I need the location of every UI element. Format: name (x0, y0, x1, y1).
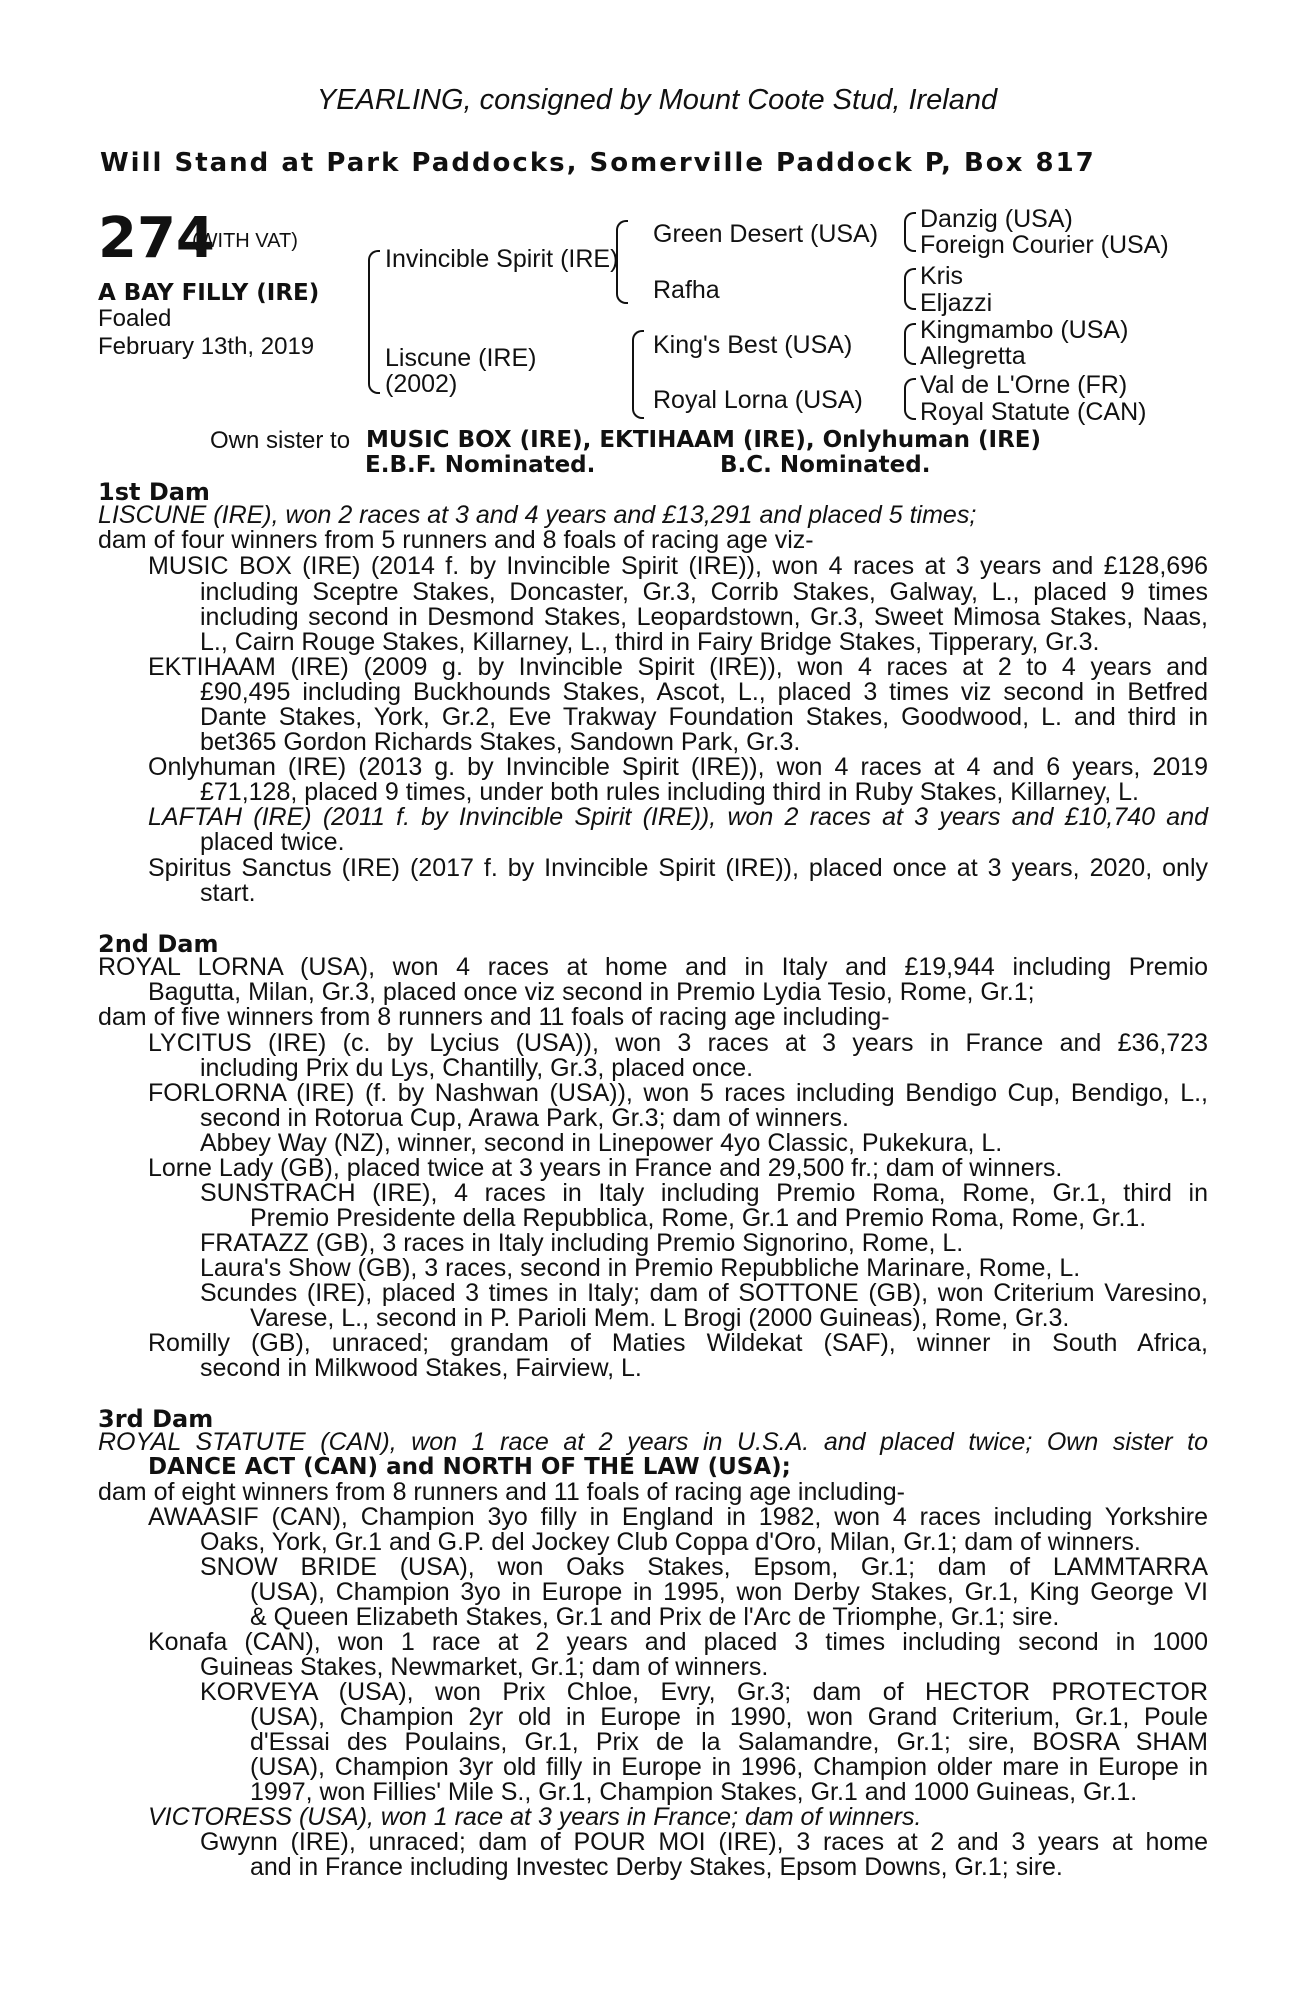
dam3-line: and in France including Investec Derby Stakes, Epsom Downs, Gr.1; sire. (250, 1853, 1063, 1881)
dam1-heading: 1st Dam (98, 478, 210, 506)
lot-name: A BAY FILLY (IRE) (98, 280, 320, 306)
dam2-line: Scundes (IRE), placed 3 times in Italy; dam of SOTTONE (GB), won Criterium Varesino, (200, 1279, 1208, 1307)
sire-sire: Green Desert (USA) (653, 220, 879, 248)
dam2-line: Varese, L., second in P. Parioli Mem. L Brogi (2000 Guineas), Rome, Gr.3. (250, 1304, 1070, 1332)
dam3-heading: 3rd Dam (98, 1405, 214, 1433)
dam3-line: Oaks, York, Gr.1 and G.P. del Jockey Club Coppa d'Oro, Milan, Gr.1; dam of winners. (200, 1528, 1141, 1556)
foaled-date: February 13th, 2019 (98, 333, 315, 360)
dam3-line: ROYAL STATUTE (CAN), won 1 race at 2 years in U.S.A. and placed twice; Own sister to (98, 1428, 1208, 1456)
dam-year: (2002) (385, 370, 458, 398)
dam2-line: Premio Presidente della Repubblica, Rome, Gr.1 and Premio Roma, Rome, Gr.1. (250, 1204, 1147, 1232)
own-sister-names: MUSIC BOX (IRE), EKTIHAAM (IRE), Onlyhuman (IRE) (366, 427, 1042, 453)
dam3-line: & Queen Elizabeth Stakes, Gr.1 and Prix de l'Arc de Triomphe, Gr.1; sire. (250, 1603, 1060, 1631)
sire-dam: Rafha (653, 276, 720, 304)
dam1-line: LISCUNE (IRE), won 2 races at 3 and 4 years and £13,291 and placed 5 times; (98, 501, 977, 529)
ebf-nomination: E.B.F. Nominated. (365, 452, 596, 478)
lot-number: 274 (98, 206, 215, 271)
dam2-line: ROYAL LORNA (USA), won 4 races at home and in Italy and £19,944 including Premio (98, 953, 1208, 981)
dam2-line: FORLORNA (IRE) (f. by Nashwan (USA)), won 5 races including Bendigo Cup, Bendigo, L., (148, 1079, 1208, 1107)
dam3-line: KORVEYA (USA), won Prix Chloe, Evry, Gr.3; dam of HECTOR PROTECTOR (200, 1678, 1208, 1706)
dam2-line: second in Milkwood Stakes, Fairview, L. (200, 1354, 642, 1382)
dam3-line: (USA), Champion 3yo in Europe in 1995, won Derby Stakes, Gr.1, King George VI (250, 1578, 1208, 1606)
dam3-line: Guineas Stakes, Newmarket, Gr.1; dam of winners. (200, 1653, 769, 1681)
dam3-line: (USA), Champion 3yr old filly in Europe in 1996, Champion older mare in Europe in (250, 1753, 1208, 1781)
foaled-label: Foaled (98, 305, 172, 332)
dam2-line: Romilly (GB), unraced; grandam of Maties Wildekat (SAF), winner in South Africa, (148, 1329, 1208, 1357)
dam2-heading: 2nd Dam (98, 930, 219, 958)
dam-sire-sire: Kingmambo (USA) (920, 316, 1129, 344)
dam3-line: Konafa (CAN), won 1 race at 2 years and placed 3 times including second in 1000 (148, 1628, 1208, 1656)
dam3-line: dam of eight winners from 8 runners and 11 foals of racing age including- (98, 1478, 905, 1506)
dam3-line: 1997, won Fillies' Mile S., Gr.1, Champion Stakes, Gr.1 and 1000 Guineas, Gr.1. (250, 1778, 1138, 1806)
dam-dam: Royal Lorna (USA) (653, 386, 863, 414)
dam-dam-sire: Val de L'Orne (FR) (920, 371, 1128, 399)
dam1-line: Spiritus Sanctus (IRE) (2017 f. by Invincible Spirit (IRE)), placed once at 3 years, 2020, only (148, 854, 1208, 882)
dam3-line: DANCE ACT (CAN) and NORTH OF THE LAW (USA); (148, 1454, 791, 1480)
sd-brace (904, 268, 916, 310)
sire-sire-sire: Danzig (USA) (920, 205, 1073, 233)
dam-brace (632, 330, 644, 419)
dam3-line: (USA), Champion 2yr old in Europe in 1990, won Grand Criterium, Gr.1, Poule (250, 1703, 1208, 1731)
dam: Liscune (IRE) (385, 344, 537, 372)
sire-dam-dam: Eljazzi (920, 289, 993, 317)
dam3-line: d'Essai des Poulains, Gr.1, Prix de la Salamandre, Gr.1; sire, BOSRA SHAM (250, 1728, 1208, 1756)
sire-sire-dam: Foreign Courier (USA) (920, 231, 1169, 259)
bc-nomination: B.C. Nominated. (720, 452, 931, 478)
ss-brace (904, 212, 916, 252)
stand-location: Will Stand at Park Paddocks, Somerville Paddock P, Box 817 (100, 148, 1096, 178)
dam-sire: King's Best (USA) (653, 331, 853, 359)
dam1-line: L., Cairn Rouge Stakes, Killarney, L., third in Fairy Bridge Stakes, Tipperary, Gr.3. (200, 628, 1100, 656)
dam2-line: including Prix du Lys, Chantilly, Gr.3, placed once. (200, 1054, 754, 1082)
consignment-header: YEARLING, consigned by Mount Coote Stud, Ireland (316, 84, 998, 116)
own-sister-prefix: Own sister to (210, 427, 351, 454)
dam1-line: Onlyhuman (IRE) (2013 g. by Invincible Spirit (IRE)), won 4 races at 4 and 6 years, 2019 (148, 753, 1208, 781)
dam1-line: including Sceptre Stakes, Doncaster, Gr.3, Corrib Stakes, Galway, L., placed 9 times (200, 578, 1208, 606)
dam2-line: Abbey Way (NZ), winner, second in Linepower 4yo Classic, Pukekura, L. (200, 1129, 1003, 1157)
dam3-line: AWAASIF (CAN), Champion 3yo filly in England in 1982, won 4 races including Yorkshire (148, 1503, 1208, 1531)
dam1-line: bet365 Gordon Richards Stakes, Sandown Park, Gr.3. (200, 728, 801, 756)
dam2-line: Lorne Lady (GB), placed twice at 3 years in France and 29,500 fr.; dam of winners. (148, 1154, 1063, 1182)
dam1-line: £90,495 including Buckhounds Stakes, Ascot, L., placed 3 times viz second in Betfred (200, 678, 1208, 706)
dam1-line: £71,128, placed 9 times, under both rules including third in Ruby Stakes, Killarney, L. (200, 778, 1139, 806)
dam3-line: SNOW BRIDE (USA), won Oaks Stakes, Epsom, Gr.1; dam of LAMMTARRA (200, 1553, 1208, 1581)
dam-sire-dam: Allegretta (920, 342, 1026, 370)
sire: Invincible Spirit (IRE) (385, 245, 619, 273)
dam1-line: EKTIHAAM (IRE) (2009 g. by Invincible Spirit (IRE)), won 4 races at 2 to 4 years and (148, 653, 1208, 681)
vat-note: (WITH VAT) (192, 230, 298, 252)
dam2-line: LYCITUS (IRE) (c. by Lycius (USA)), won 3 races at 3 years in France and £36,723 (148, 1029, 1208, 1057)
sire-dam-sire: Kris (920, 262, 964, 290)
dam2-line: SUNSTRACH (IRE), 4 races in Italy including Premio Roma, Rome, Gr.1, third in (200, 1179, 1208, 1207)
dam2-line: Laura's Show (GB), 3 races, second in Premio Repubbliche Marinare, Rome, L. (200, 1254, 1081, 1282)
dd-brace (904, 378, 916, 420)
dam1-line: dam of four winners from 5 runners and 8 foals of racing age viz- (98, 526, 814, 554)
dam1-line: including second in Desmond Stakes, Leopardstown, Gr.3, Sweet Mimosa Stakes, Naas, (200, 603, 1208, 631)
dam1-line: start. (200, 879, 256, 907)
dam2-line: FRATAZZ (GB), 3 races in Italy including Premio Signorino, Rome, L. (200, 1229, 964, 1257)
dam1-line: LAFTAH (IRE) (2011 f. by Invincible Spirit (IRE)), won 2 races at 3 years and £10,740 and (148, 803, 1208, 831)
dam-dam-dam: Royal Statute (CAN) (920, 398, 1147, 426)
dam3-line: VICTORESS (USA), won 1 race at 3 years in France; dam of winners. (148, 1803, 922, 1831)
dam2-line: Bagutta, Milan, Gr.3, placed once viz second in Premio Lydia Tesio, Rome, Gr.1; (148, 978, 1035, 1006)
dam3-line: Gwynn (IRE), unraced; dam of POUR MOI (IRE), 3 races at 2 and 3 years at home (200, 1828, 1208, 1856)
ds-brace (904, 323, 916, 365)
dam1-line: Dante Stakes, York, Gr.2, Eve Trakway Foundation Stakes, Goodwood, L. and third in (200, 703, 1208, 731)
pedigree-brace (368, 250, 380, 394)
dam2-line: dam of five winners from 8 runners and 11 foals of racing age including- (98, 1003, 890, 1031)
dam1-line: placed twice. (200, 828, 345, 856)
dam2-line: second in Rotorua Cup, Arawa Park, Gr.3; dam of winners. (200, 1104, 849, 1132)
dam1-line: MUSIC BOX (IRE) (2014 f. by Invincible Spirit (IRE)), won 4 races at 3 years and £128,696 (148, 552, 1208, 580)
